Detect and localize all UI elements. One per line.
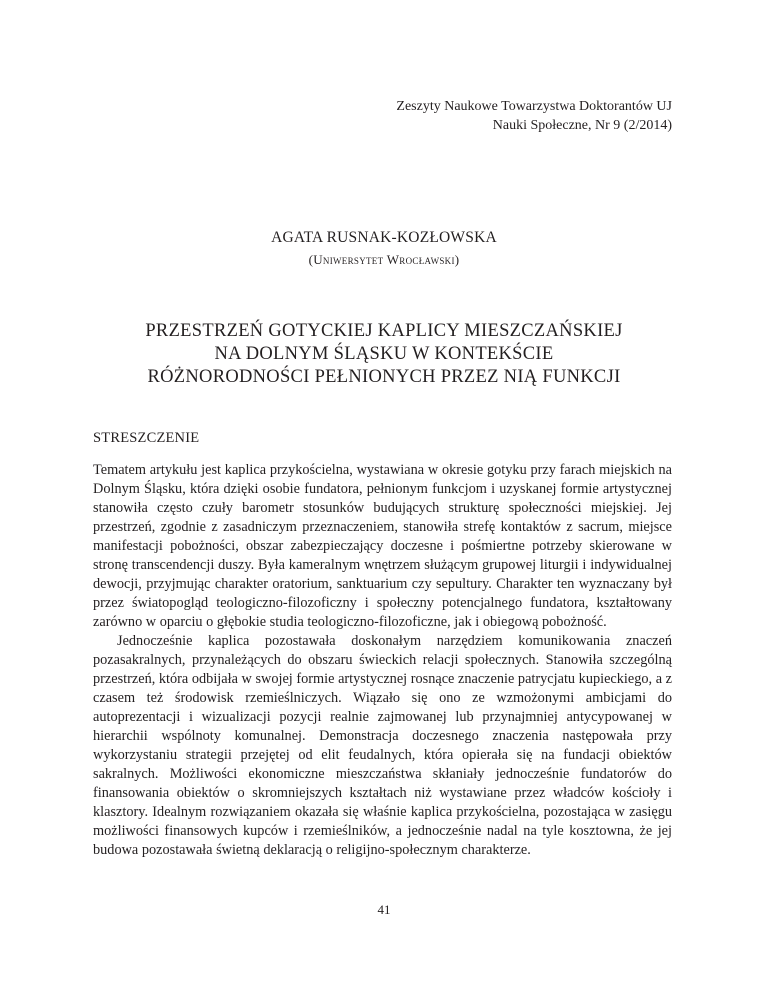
journal-name: Zeszyty Naukowe Towarzystwa Doktorantów UJ [396,99,672,114]
author-affiliation: (Uniwersytet Wrocławski) [308,252,460,267]
journal-issue: Nauki Społeczne, Nr 9 (2/2014) [492,118,672,133]
title-line-1: PRZESTRZEŃ GOTYCKIEJ KAPLICY MIESZCZAŃSKIEJ [145,321,623,341]
title-line-2: NA DOLNYM ŚLĄSKU W KONTEKŚCIE [214,344,554,364]
page-number: 41 [377,902,391,917]
abstract-paragraph-2: Jednocześnie kaplica pozostawała doskonałym narzędziem komunikowania znaczeń pozasakralnych, przynależących do obszaru świeckich relacji społecznych. Stanowiła szczególną przestrzeń, która odbijała w swojej formie artystycznej rosnące znaczenie patrycjatu kupieckiego, a z czasem też środowisk rzemieślniczych. Wiązało się ono ze wzmożonymi ambicjami do autoprezentacji i wizualizacji pozycji realnie zajmowanej lub przynajmniej antycypowanej w hierarchii wspólnoty komunalnej. Demonstracja doczesnego znaczenia następowała przy wykorzystaniu strategii przejętej od elit feudalnych, która opierała się na fundacji obiektów sakralnych. Możliwości ekonomiczne mieszczaństwa skłaniały jednocześnie fundatorów do finansowania obiektów o skromniejszych kształtach niż wystawiane przez władców kościoły i klasztory. Idealnym rozwiązaniem okazała się właśnie kaplica przykościelna, pozostająca w zasięgu możliwości finansowych kupców i rzemieślników, a jednocześnie nadal na tyle kosztowna, że jej budowa pozostawała świetną deklaracją o religijno-społecznym charakterze. [93,633,672,858]
abstract-body [93,461,672,860]
title-line-3: RÓŻNORODNOŚCI PEŁNIONYCH PRZEZ NIĄ FUNKCJI [147,367,621,387]
article-title [60,320,708,389]
abstract-paragraph-1: Tematem artykułu jest kaplica przykościelna, wystawiana w okresie gotyku przy farach miejskich na Dolnym Śląsku, która dzięki osobie fundatora, pełnionym funkcjom i uzyskanej formie artystycznej stanowiła często czuły barometr stosunków budujących strukturę społeczności miejskiej. Jej przestrzeń, zgodnie z zasadniczym przeznaczeniem, stanowiła strefę kontaktów z sacrum, miejsce manifestacji pobożności, obszar zabezpieczający doczesne i pośmiertne potrzeby skierowane w stronę transcendencji duszy. Była kameralnym wnętrzem służącym grupowej liturgii i indywidualnej dewocji, przyjmując charakter oratorium, sanktuarium czy sepultury. Charakter ten wyznaczany był przez światopogląd teologiczno-filozoficzny i społeczny potencjalnego fundatora, kształtowany zarówno w oparciu o głębokie studia teologiczno-filozoficzne, jak i obiegową pobożność. [93,462,672,630]
abstract-heading: STRESZCZENIE [93,430,200,446]
journal-header [396,97,672,135]
author-name: AGATA RUSNAK-KOZŁOWSKA [271,229,497,246]
